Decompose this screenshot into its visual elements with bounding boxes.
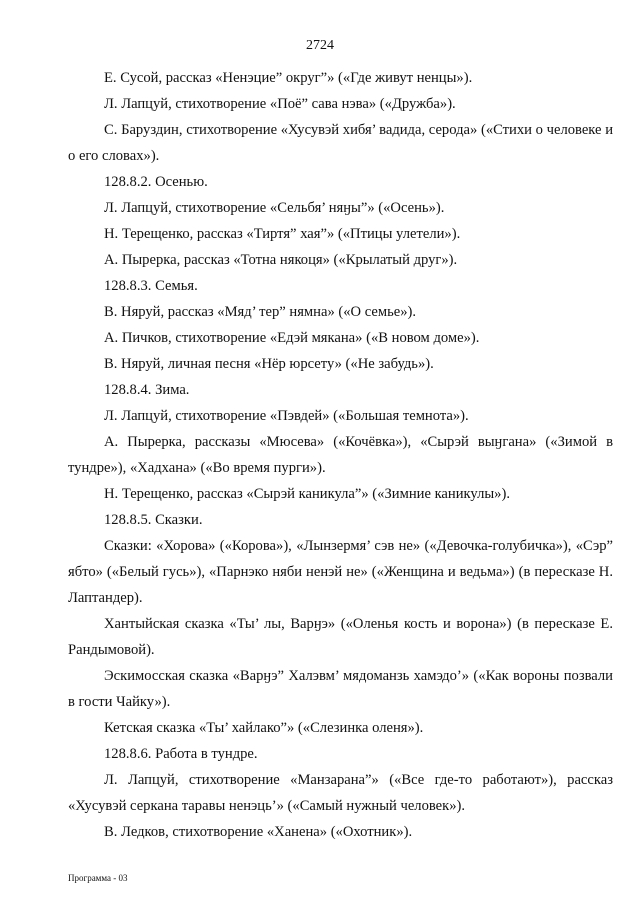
paragraph-15: Н. Терещенко, рассказ «Сырэй каникула”» («Зимние каникулы»). [104, 486, 510, 502]
section-heading-128-8-3: 128.8.3. Семья. [104, 278, 198, 294]
document-body [68, 65, 613, 845]
footer-label: Программа - 03 [68, 873, 128, 883]
paragraph-7: А. Пырерка, рассказ «Тотна някоця» («Крылатый друг»). [104, 252, 458, 268]
paragraph-17: Сказки: «Хорова» («Корова»), «Лынзермя’ сэв не» («Девочка-голубичка»), «Сэр” ябто» («Белый гусь»), «Парнэко няби ненэй не» («Женщина и ведьма») (в пересказе Н. Лаптандер). [68, 538, 613, 606]
page-number: 2724 [306, 38, 334, 53]
section-heading-128-8-6: 128.8.6. Работа в тундре. [104, 746, 258, 762]
paragraph-19: Эскимосская сказка «Варӈэ” Халэвм’ мядоманзь хамэдо’» («Как вороны позвали в гости Чайку»). [68, 668, 613, 710]
section-heading-128-8-2: 128.8.2. Осенью. [104, 174, 208, 190]
paragraph-3: С. Баруздин, стихотворение «Хусувэй хибя’ вадида, серода» («Стихи о человеке и о его словах»). [68, 122, 613, 164]
paragraph-13: Л. Лапцуй, стихотворение «Пэвдей» («Большая темнота»). [104, 408, 469, 424]
paragraph-9: В. Няруй, рассказ «Мяд’ тер” нямна» («О семье»). [104, 304, 417, 320]
section-heading-128-8-4: 128.8.4. Зима. [104, 382, 190, 398]
paragraph-23: В. Ледков, стихотворение «Ханена» («Охотник»). [104, 824, 413, 840]
paragraph-1: Е. Сусой, рассказ «Ненэцие” округ”» («Где живут ненцы»). [104, 70, 473, 86]
paragraph-2: Л. Лапцуй, стихотворение «Поё” сава нэва» («Дружба»). [104, 96, 456, 112]
paragraph-5: Л. Лапцуй, стихотворение «Сельбя’ няӈы”» («Осень»). [104, 200, 445, 216]
paragraph-10: А. Пичков, стихотворение «Едэй мякана» («В новом доме»). [104, 330, 480, 346]
paragraph-22: Л. Лапцуй, стихотворение «Манзарана”» («Все где-то работают»), рассказ «Хусувэй серкана таравы ненэць’» («Самый нужный человек»). [68, 772, 613, 814]
paragraph-6: Н. Терещенко, рассказ «Тиртя” хая”» («Птицы улетели»). [104, 226, 461, 242]
paragraph-14: А. Пыреpка, рассказы «Мюсева» («Кочёвка»), «Сырэй выӈгана» («Зимой в тундре»), «Хадхана» («Во время пурги»). [68, 434, 613, 476]
paragraph-11: В. Няруй, личная песня «Нёр юрсету» («Не забудь»). [104, 356, 434, 372]
paragraph-18: Хантыйская сказка «Ты’ лы, Варӈэ» («Оленья кость и ворона») (в пересказе Е. Рандымовой). [68, 616, 613, 658]
section-heading-128-8-5: 128.8.5. Сказки. [104, 512, 203, 528]
paragraph-20: Кетская сказка «Ты’ хайлако”» («Слезинка оленя»). [104, 720, 424, 736]
